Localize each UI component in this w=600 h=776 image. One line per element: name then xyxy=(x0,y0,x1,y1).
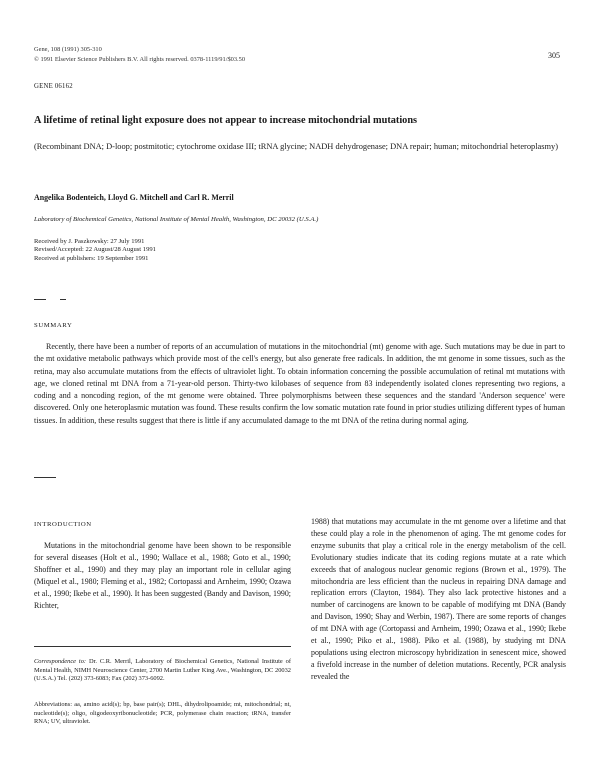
abbreviations-label: Abbreviations: xyxy=(34,701,72,708)
journal-copyright: © 1991 Elsevier Science Publishers B.V. All rights reserved. 0378-1119/91/$03.50 xyxy=(34,56,246,63)
correspondence-text: Dr. C.R. Merril, Laboratory of Biochemical Genetics, National Institute of Mental Health, NIMH Neuroscience Center, 2700 Martin Luther King Ave., Washington, DC 20032 (U.S.A.) Tel. (202) 373-6083; Fax (202) 373-6092. xyxy=(34,658,291,682)
abbreviations-footnote xyxy=(34,701,291,727)
summary-text: Recently, there have been a number of reports of an accumulation of mutations in the mitochondrial (mt) genome with age. Such mutations may be due in part to the mt oxidative metabolic pathways which provide most of the cell's energy, but also generate free radicals. In addition, the mt genome in some tissues, such as the retina, may also accumulate mutations from the effects of ultraviolet light. To obtain information concerning the possible accumulation of retinal mt mutations with age, we cloned retinal mt DNA from a 71-year-old person. Thirty-two kilobases of sequence from 83 independently isolated clones representing two regions, a coding and a noncoding region, of the mt genome were obtained. Three polymorphisms between these sequences and the standard 'Anderson sequence' were discovered. Only one heteroplasmic mutation was found. These results confirm the low somatic mutation rate found in prior studies utilizing different types of human tissues. In addition, these results suggest that there is little if any accumulated damage to the mt DNA of the retina during normal aging. xyxy=(34,342,565,425)
correspondence-footnote xyxy=(34,658,291,684)
correspondence-label: Correspondence to: xyxy=(34,658,87,665)
footnote-divider xyxy=(34,646,291,647)
revised-line: Revised/Accepted: 22 August/28 August 1991 xyxy=(34,246,156,254)
publishers-line: Received at publishers: 19 September 1991 xyxy=(34,254,149,262)
abbreviations-text: aa, amino acid(s); bp, base pair(s); DHL, dihydrolipoamide; mt, mitochondrial; nt, nucleotide(s); oligo, oligodeoxyribonucleotide; PCR, polymerase chain reaction; tRNA, transfer RNA; UV, ultraviolet. xyxy=(34,701,291,725)
keywords: (Recombinant DNA; D-loop; postmitotic; cytochrome oxidase III; tRNA glycine; NADH dehydrogenase; DNA repair; human; mitochondrial heteroplasmy) xyxy=(34,142,559,151)
introduction-heading: INTRODUCTION xyxy=(34,521,92,528)
divider xyxy=(60,299,66,300)
received-dates xyxy=(34,238,156,263)
summary-heading: SUMMARY xyxy=(34,322,73,329)
intro-paragraph-continued: 1988) that mutations may accumulate in the mt genome over a lifetime and that these could play a role in the phenomenon of aging. The mt genome codes for enzyme subunits that play a critical role in the energy metabolism of the cell. Evolutionary studies indicate that its coding regions mutate at a rate which exceeds that of analogous nuclear genomic regions (Brown et al., 1979). The mitochondria are less efficient than the nucleus in repairing DNA damage and replication errors (Clayton, 1984). They also lack protective histones and a number of carcinogens are known to be capable of modifying mt DNA (Bandy and Davison, 1990; Shay and Werbin, 1987). There are some reports of changes of mt DNA with age (Cortopassi and Arnheim, 1990; Ozawa et al., 1990; Ikebe et al., 1990; Piko et al., 1988). Piko et al. (1988), by studying mt DNA populations using electron microscopy hybridization in senescent mice, showed a fivefold increase in the number of deletion mutations. Recently, PCR analysis revealed the xyxy=(311,517,566,681)
intro-right-column xyxy=(311,516,566,683)
intro-left-column xyxy=(34,540,291,611)
affiliation: Laboratory of Biochemical Genetics, National Institute of Mental Health, Washington, DC 20032 (U.S.A.) xyxy=(34,216,319,223)
intro-paragraph: Mutations in the mitochondrial genome have been shown to be responsible for several diseases (Holt et al., 1990; Wallace et al., 1988; Goto et al., 1990; Shoffner et al., 1990) and they may play an important role in cellular aging (Miquel et al., 1980; Fleming et al., 1982; Cortopassi and Arnheim, 1990; Ozawa et al., 1990; Ikebe et al., 1990). It has been suggested (Bandy and Davison, 1990; Richter, xyxy=(34,541,291,610)
article-id: GENE 06162 xyxy=(34,83,73,90)
received-line: Received by J. Paszkowsky: 27 July 1991 xyxy=(34,238,145,245)
authors: Angelika Bodenteich, Lloyd G. Mitchell and Carl R. Merril xyxy=(34,193,234,202)
page-number: 305 xyxy=(548,51,560,60)
divider xyxy=(34,299,46,300)
article-title: A lifetime of retinal light exposure does not appear to increase mitochondrial mutations xyxy=(34,115,418,126)
journal-citation: Gene, 108 (1991) 305-310 xyxy=(34,46,102,53)
divider xyxy=(34,477,56,478)
